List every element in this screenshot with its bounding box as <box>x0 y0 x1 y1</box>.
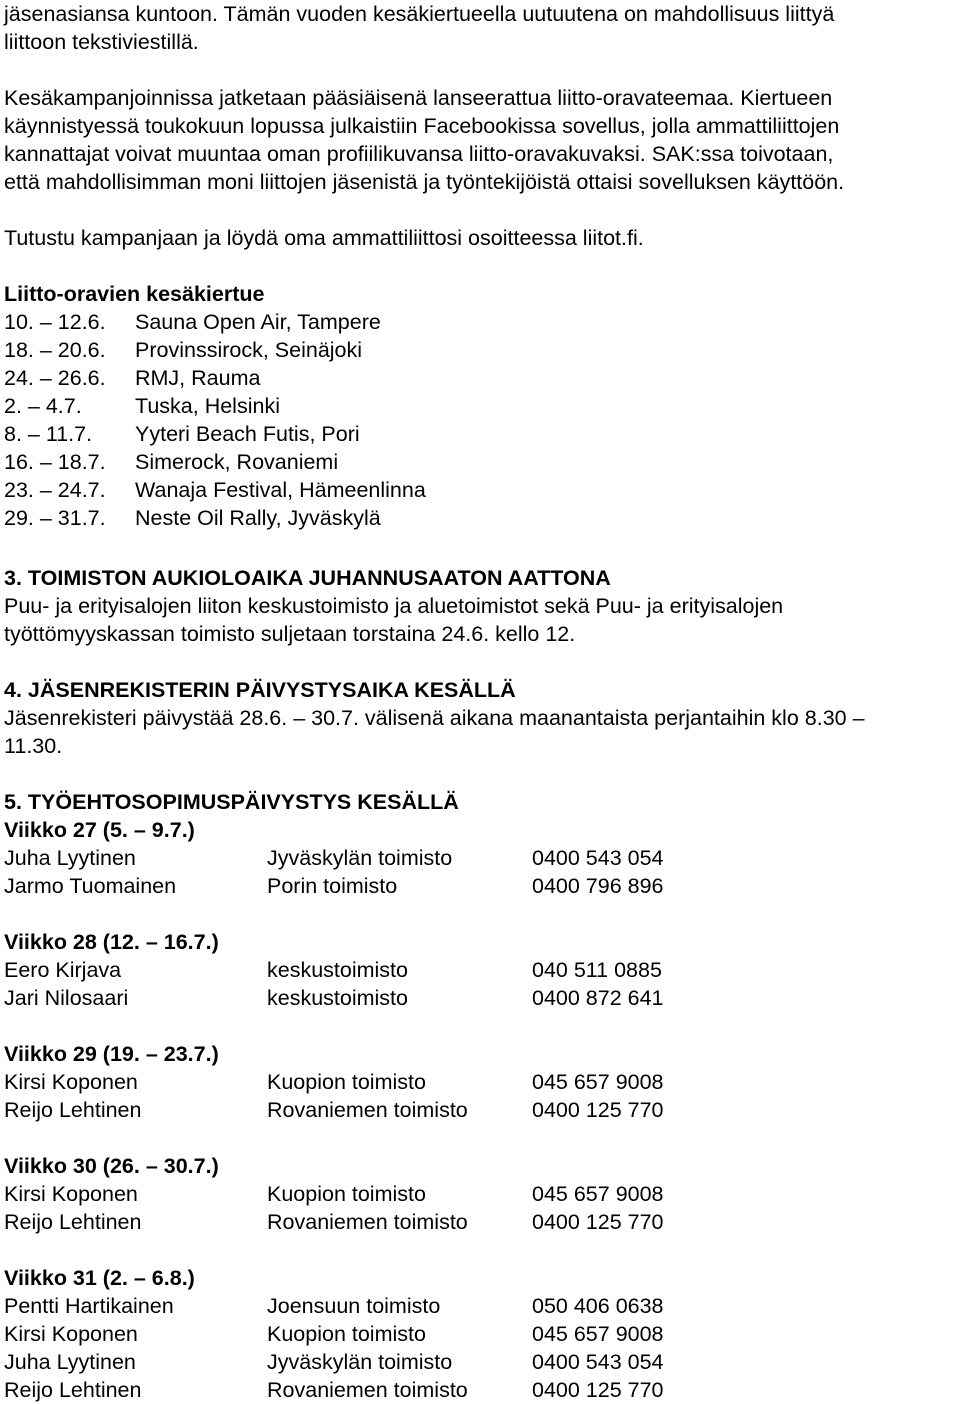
tour-heading: Liitto-oravien kesäkiertue <box>4 282 265 306</box>
duty-week <box>4 816 954 900</box>
tour-event-place: Provinssirock, Seinäjoki <box>135 338 363 362</box>
duty-row <box>4 1096 954 1124</box>
duty-person: Eero Kirjava <box>4 958 122 982</box>
section-3-line: Puu- ja erityisalojen liiton keskustoimisto ja aluetoimistot sekä Puu- ja erityisalojen <box>4 594 784 618</box>
tour-event-date: 23. – 24.7. <box>4 478 106 502</box>
tour-event <box>4 336 954 364</box>
tour-event-date: 24. – 26.6. <box>4 366 106 390</box>
tour-event-place: Tuska, Helsinki <box>135 394 280 418</box>
duty-row <box>4 956 954 984</box>
campaign-line: että mahdollisimman moni liittojen jäsenistä ja työntekijöistä ottaisi sovelluksen käyttöön. <box>4 170 845 194</box>
duty-office: Jyväskylän toimisto <box>267 1350 453 1374</box>
duty-person: Kirsi Koponen <box>4 1070 138 1094</box>
duty-person: Juha Lyytinen <box>4 1350 136 1374</box>
duty-phone: 0400 543 054 <box>532 846 664 870</box>
duty-week-title: Viikko 30 (26. – 30.7.) <box>4 1154 219 1178</box>
tour-event-date: 2. – 4.7. <box>4 394 82 418</box>
duty-office: keskustoimisto <box>267 986 408 1010</box>
tour-event-date: 8. – 11.7. <box>4 422 93 446</box>
tour-list <box>4 308 954 532</box>
duty-person: Pentti Hartikainen <box>4 1294 174 1318</box>
duty-phone: 0400 543 054 <box>532 1350 664 1374</box>
duty-week-title: Viikko 28 (12. – 16.7.) <box>4 930 219 954</box>
duty-week-title: Viikko 27 (5. – 9.7.) <box>4 818 195 842</box>
duty-person: Reijo Lehtinen <box>4 1210 142 1234</box>
tour-event <box>4 392 954 420</box>
tour-event <box>4 504 954 532</box>
duty-row <box>4 1376 954 1404</box>
tour-event-place: Wanaja Festival, Hämeenlinna <box>135 478 426 502</box>
duty-office: Rovaniemen toimisto <box>267 1098 468 1122</box>
tour-event <box>4 364 954 392</box>
duty-person: Jarmo Tuomainen <box>4 874 177 898</box>
duty-person: Kirsi Koponen <box>4 1322 138 1346</box>
duty-phone: 0400 796 896 <box>532 874 664 898</box>
duty-phone: 040 511 0885 <box>532 958 662 982</box>
duty-person: Jari Nilosaari <box>4 986 129 1010</box>
duty-person: Kirsi Koponen <box>4 1182 138 1206</box>
duty-row <box>4 872 954 900</box>
duty-phone: 0400 125 770 <box>532 1210 664 1234</box>
intro-line: liittoon tekstiviestillä. <box>4 30 199 54</box>
duty-office: Joensuun toimisto <box>267 1294 441 1318</box>
section-4-heading: 4. JÄSENREKISTERIN PÄIVYSTYSAIKA KESÄLLÄ <box>4 678 516 702</box>
duty-office: Kuopion toimisto <box>267 1182 426 1206</box>
duty-phone: 045 657 9008 <box>532 1182 664 1206</box>
campaign-line: Kesäkampanjoinnissa jatketaan pääsiäisenä lanseerattua liitto-oravateemaa. Kiertueen <box>4 86 833 110</box>
duty-week <box>4 928 954 1012</box>
intro-line: jäsenasiansa kuntoon. Tämän vuoden kesäkiertueella uutuutena on mahdollisuus liittyä <box>4 2 835 26</box>
duty-person: Reijo Lehtinen <box>4 1378 142 1402</box>
tour-event-place: RMJ, Rauma <box>135 366 261 390</box>
duty-row <box>4 1180 954 1208</box>
duty-person: Juha Lyytinen <box>4 846 136 870</box>
duty-office: Rovaniemen toimisto <box>267 1378 468 1402</box>
tour-event-place: Yyteri Beach Futis, Pori <box>135 422 360 446</box>
duty-phone: 0400 125 770 <box>532 1098 664 1122</box>
duty-row <box>4 1320 954 1348</box>
duty-row <box>4 1068 954 1096</box>
campaign-link-line: Tutustu kampanjaan ja löydä oma ammattiliittosi osoitteessa liitot.fi. <box>4 226 644 250</box>
duty-phone: 0400 872 641 <box>532 986 664 1010</box>
duty-week <box>4 1264 954 1404</box>
duty-office: Rovaniemen toimisto <box>267 1210 468 1234</box>
duty-week-title: Viikko 31 (2. – 6.8.) <box>4 1266 195 1290</box>
tour-event-date: 10. – 12.6. <box>4 310 106 334</box>
document-page <box>4 0 954 1404</box>
duty-row <box>4 844 954 872</box>
duty-week <box>4 1152 954 1236</box>
tour-event-place: Simerock, Rovaniemi <box>135 450 339 474</box>
duty-office: Porin toimisto <box>267 874 398 898</box>
duty-row <box>4 1348 954 1376</box>
duty-office: keskustoimisto <box>267 958 408 982</box>
duty-row <box>4 1208 954 1236</box>
duty-week-title: Viikko 29 (19. – 23.7.) <box>4 1042 219 1066</box>
duty-row <box>4 984 954 1012</box>
tour-event-place: Sauna Open Air, Tampere <box>135 310 381 334</box>
section-3-line: työttömyyskassan toimisto suljetaan torstaina 24.6. kello 12. <box>4 622 576 646</box>
campaign-line: kannattajat voivat muuntaa oman profiilikuvansa liitto-oravakuvaksi. SAK:ssa toivotaan, <box>4 142 834 166</box>
tour-event <box>4 476 954 504</box>
tour-event-date: 18. – 20.6. <box>4 338 106 362</box>
tour-event-date: 16. – 18.7. <box>4 450 106 474</box>
duty-phone: 0400 125 770 <box>532 1378 664 1402</box>
section-3-heading: 3. TOIMISTON AUKIOLOAIKA JUHANNUSAATON AATTONA <box>4 566 611 590</box>
duty-week <box>4 1040 954 1124</box>
duty-office: Jyväskylän toimisto <box>267 846 453 870</box>
section-4-line: Jäsenrekisteri päivystää 28.6. – 30.7. välisenä aikana maanantaista perjantaihin klo 8.30 – <box>4 706 865 730</box>
duty-phone: 050 406 0638 <box>532 1294 664 1318</box>
duty-office: Kuopion toimisto <box>267 1070 426 1094</box>
tour-event-place: Neste Oil Rally, Jyväskylä <box>135 506 381 530</box>
duty-phone: 045 657 9008 <box>532 1070 664 1094</box>
tour-event-date: 29. – 31.7. <box>4 506 106 530</box>
duty-phone: 045 657 9008 <box>532 1322 664 1346</box>
section-5-heading: 5. TYÖEHTOSOPIMUSPÄIVYSTYS KESÄLLÄ <box>4 790 459 814</box>
tour-event <box>4 448 954 476</box>
duty-person: Reijo Lehtinen <box>4 1098 142 1122</box>
duty-row <box>4 1292 954 1320</box>
section-4-line: 11.30. <box>4 734 63 758</box>
tour-event <box>4 308 954 336</box>
tour-event <box>4 420 954 448</box>
campaign-line: käynnistyessä toukokuun lopussa julkaistiin Facebookissa sovellus, jolla ammattiliittojen <box>4 114 840 138</box>
duty-office: Kuopion toimisto <box>267 1322 426 1346</box>
